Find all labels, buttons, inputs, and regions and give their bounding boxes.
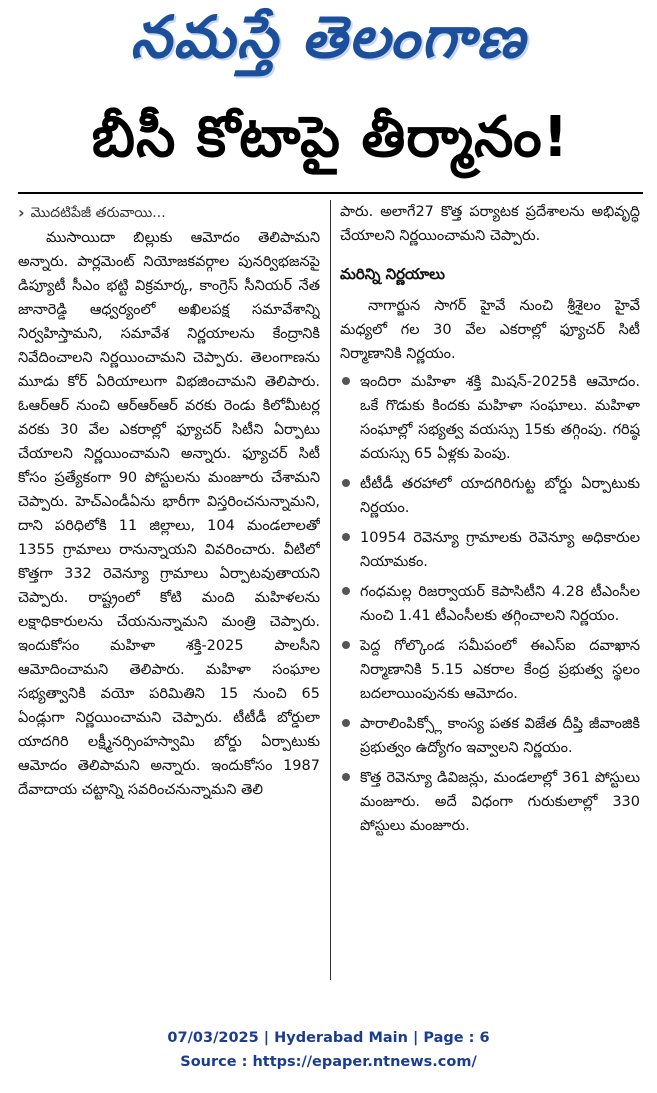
bullet-icon bbox=[342, 377, 350, 385]
bullet-icon bbox=[342, 641, 350, 649]
continued-label bbox=[18, 200, 320, 226]
masthead bbox=[0, 0, 657, 88]
bullet-icon bbox=[342, 533, 350, 541]
section-subhead: మరిన్ని నిర్ణయాలు bbox=[340, 265, 445, 283]
bullet-icon bbox=[342, 479, 350, 487]
left-body-paragraph: ముసాయిదా బిల్లుకు ఆమోదం తెలిపామని అన్నారు. పార్లమెంట్ నియోజకవర్గాల పునర్విభజనపై డిప్యూటీ సీఎం భట్టి విక్రమార్క, కాంగ్రెస్ సీనియర్ నేత జానారెడ్డి ఆధ్వర్యంలో అఖిలపక్ష సమావేశాన్ని నిర్వహిస్తామని, సమావేశ నిర్ణయాలను కేంద్రానికి నివేదించాలని నిర్ణయించామని చెప్పారు. తెలంగాణను మూడు కోర్ ఏరియాలుగా విభజించామని తెలిపారు. ఓఆర్ఆర్ నుంచి ఆర్ఆర్ఆర్ వరకు రెండు కిలోమీటర్ల వరకు 30 వేల ఎకరాల్లో ఫ్యూచర్ సిటీని ఏర్పాటు చేయాలని నిర్ణయించామని అన్నారు. ఫ్యూచర్ సిటీ కోసం ప్రత్యేకంగా 90 పోస్టులను మంజూరు చేశామని చెప్పారు. హెచ్ఎండీఏను భారీగా విస్తరించనున్నామని, దాని పరిధిలోకి 11 జిల్లాలు, 104 మండలాలతో 1355 గ్రామాలు రానున్నాయని వివరించారు. వీటిలో కొత్తగా 332 రెవెన్యూ గ్రామాలు ఏర్పాటవుతాయని చెప్పారు. రాష్ట్రంలో కోటి మంది మహిళలను లక్షాధికారులను చేయనున్నామని మంత్రి చెప్పారు. ఇందుకోసం మహిళా శక్తి-2025 పాలసీని ఆమోదించామని తెలిపారు. మహిళా సంఘాల సభ్యత్వానికి వయో పరిమితిని 15 నుంచి 65 ఏండ్లుగా నిర్ణయించామని చెప్పారు. టీటీడీ బోర్డులా యాదగిరి లక్ష్మీనర్సింహస్వామి బోర్డు ఏర్పాటుకు ఆమోదం తెలిపామని అన్నారు. ఇందుకోసం 1987 దేవాదాయ చట్టాన్ని సవరించనున్నామని తెలి bbox=[18, 230, 320, 798]
left-column bbox=[18, 200, 320, 980]
chevron-right-icon: › bbox=[18, 203, 25, 222]
list-item: కొత్త రెవెన్యూ డివిజన్లు, మండలాల్లో 361 పోస్టులు మంజూరు. అదే విధంగా గురుకులాల్లో 330 పోస్టులు మంజూరు. bbox=[340, 766, 640, 838]
list-item: 10954 రెవెన్యూ గ్రామాలకు రెవెన్యూ అధికారుల నియామకం. bbox=[340, 526, 640, 574]
footer-source: Source : https://epaper.ntnews.com/ bbox=[180, 1054, 477, 1070]
article-headline: బీసీ కోటాపై తీర్మానం! bbox=[91, 104, 570, 170]
headline-rule bbox=[18, 192, 643, 194]
bullet-icon bbox=[342, 719, 350, 727]
bullet-icon bbox=[342, 587, 350, 595]
bullet-icon bbox=[342, 773, 350, 781]
masthead-title: నమస్తే తెలంగాణ bbox=[130, 2, 527, 71]
list-item: ఇందిరా మహిళా శక్తి మిషన్-2025కి ఆమోదం. ఒకే గొడుకు కిందకు మహిళా సంఘాలు. మహిళా సంఘాల్లో సభ్యత్వ వయస్సు 15కు తగ్గింపు. గరిష్ఠ వయస్సు 65 ఏళ్లకు పెంపు. bbox=[340, 370, 640, 466]
decision-list bbox=[340, 370, 640, 838]
list-item: టీటీడీ తరహాలో యాదగిరిగుట్ట బోర్డు ఏర్పాటుకు నిర్ణయం. bbox=[340, 472, 640, 520]
footer-date-edition: 07/03/2025 | Hyderabad Main | Page : 6 bbox=[167, 1030, 490, 1046]
right-column bbox=[340, 200, 640, 980]
list-item: గంధమల్ల రిజర్వాయర్ కెపాసిటీని 4.28 టీఎంసీల నుంచి 1.41 టీఎంసీలకు తగ్గించాలని నిర్ణయం. bbox=[340, 580, 640, 628]
column-divider bbox=[330, 200, 331, 980]
continued-text: మొదటిపేజీ తరువాయి... bbox=[30, 205, 166, 221]
list-item: పెద్ద గోల్కొండ సమీపంలో ఈఎస్ఐ దవాఖాన నిర్మాణానికి 5.15 ఎకరాల కేంద్ర ప్రభుత్వ స్థలం బదలాయింపునకు ఆమోదం. bbox=[340, 634, 640, 706]
right-body-paragraph: నాగార్జున సాగర్ హైవే నుంచి శ్రీశైలం హైవే మధ్యలో గల 30 వేల ఎకరాల్లో ఫ్యూచర్ సిటీ నిర్మాణానికి నిర్ణయం. bbox=[340, 298, 640, 362]
list-item: పారాలింపిక్స్లో కాంస్య పతక విజేత దీప్తి జీవాంజికి ప్రభుత్వం ఉద్యోగం ఇవ్వాలని నిర్ణయం. bbox=[340, 712, 640, 760]
right-intro-paragraph: పారు. అలాగే27 కొత్త పర్యాటక ప్రదేశాలను అభివృద్ధి చేయాలని నిర్ణయించామని చెప్పారు. bbox=[340, 204, 640, 244]
